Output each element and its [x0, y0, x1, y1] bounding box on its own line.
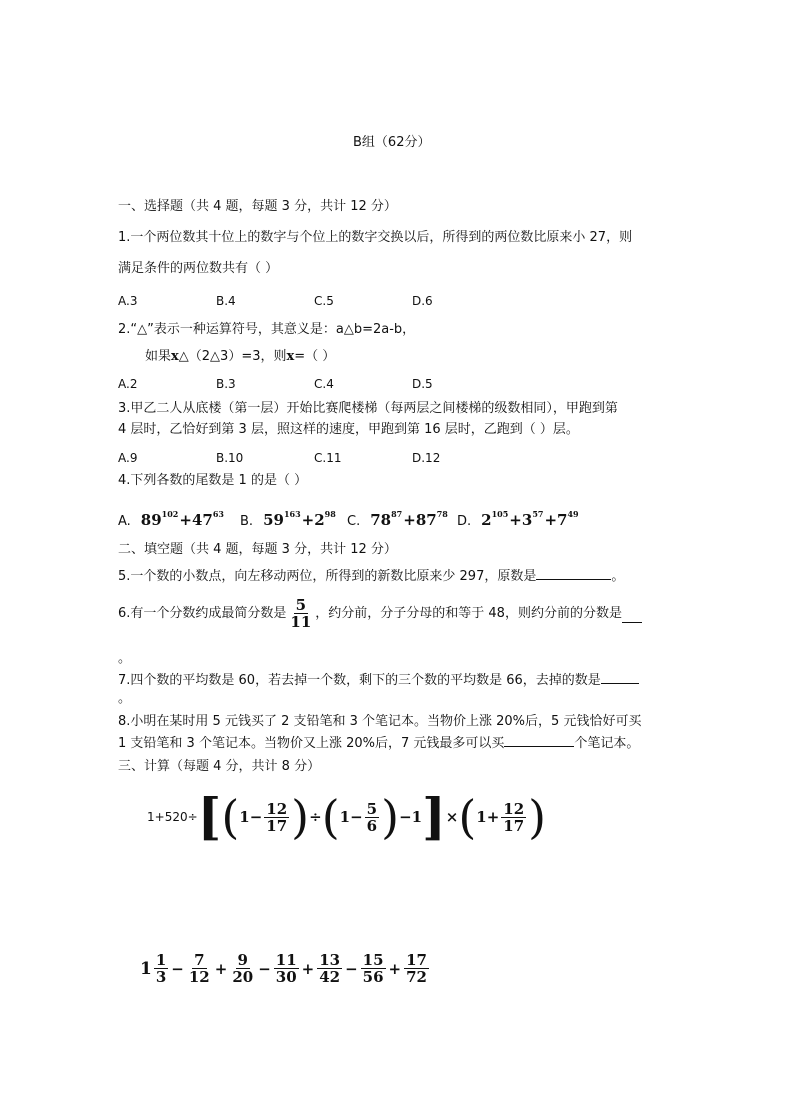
expr2-fraction [361, 952, 386, 985]
expr2-whole: 1 [140, 958, 152, 979]
q5-answer-blank[interactable] [536, 567, 611, 580]
q3-options [118, 450, 440, 466]
section2-header: 二、填空题（共 4 题，每题 3 分，共计 12 分） [118, 542, 397, 557]
q8-line2 [118, 734, 639, 753]
expr1-fraction-1 [264, 801, 289, 834]
q4c-exp1: 87 [391, 509, 403, 519]
expr2-fraction-num: 1 [155, 951, 167, 969]
q2-line2-post: =（ ） [294, 349, 336, 364]
q4-option-b-label: B. [240, 514, 254, 529]
q4c-op: + [403, 511, 416, 529]
q4a-base2: 47 [191, 511, 213, 529]
expr1-paren-close-3: ) [528, 790, 547, 844]
expr2-fraction-num: 13 [319, 951, 341, 969]
expr1-fraction-3 [501, 801, 526, 834]
q1-line2: 满足条件的两位数共有（ ） [118, 261, 279, 276]
expr2-fraction [154, 952, 168, 985]
q1-option-b[interactable]: B.4 [216, 294, 236, 308]
q4-option-d-label: D. [457, 514, 472, 529]
q2-option-b[interactable]: B.3 [216, 377, 236, 391]
q3-option-d[interactable]: D.12 [412, 451, 441, 465]
expr2-fraction-den: 20 [232, 968, 254, 986]
q4c-exp2: 78 [436, 509, 448, 519]
expr2-fraction-den: 56 [362, 968, 384, 986]
q2-options [118, 376, 433, 392]
q3-option-c[interactable]: C.11 [314, 451, 342, 465]
q6-answer-blank[interactable] [622, 610, 642, 623]
q4b-exp2: 98 [324, 509, 336, 519]
calc-expression-2 [140, 952, 431, 985]
q1-option-a[interactable]: A.3 [118, 294, 138, 308]
expr2-operator: − [171, 959, 184, 978]
q4d-exp1: 105 [491, 509, 509, 519]
expr1-times: × [445, 808, 459, 826]
q4a-exp2: 63 [212, 509, 224, 519]
expr1-f3-den: 17 [503, 816, 525, 835]
q2-line2 [145, 348, 335, 366]
expr1-one-3: 1 [476, 808, 487, 826]
expr2-fraction [187, 952, 212, 985]
q4-option-c[interactable] [347, 503, 457, 533]
expr1-plus: + [486, 808, 500, 826]
expr1-paren-close-2: ) [381, 790, 400, 844]
expr2-fraction [274, 952, 299, 985]
q2-var-x2: x [286, 349, 295, 364]
q4d-base2: 3 [521, 511, 533, 529]
q2-option-c[interactable]: C.4 [314, 377, 334, 391]
q4-line1: 4.下列各数的尾数是 1 的是（ ） [118, 473, 308, 488]
q4c-base1: 78 [370, 511, 392, 529]
q4b-base2: 2 [314, 511, 325, 529]
q4-option-d[interactable] [457, 503, 580, 533]
q2-line2-pre: 如果 [145, 349, 172, 364]
q2-option-d[interactable]: D.5 [412, 377, 433, 391]
section-title: B组（62分） [353, 135, 431, 150]
expr2-fraction-num: 11 [275, 951, 297, 969]
q4b-exp1: 163 [283, 509, 301, 519]
q7-text: 7.四个数的平均数是 60，若去掉一个数，剩下的三个数的平均数是 66，去掉的数是 [118, 673, 601, 688]
expr2-fraction-num: 9 [237, 951, 248, 969]
expr2-fraction [404, 952, 429, 985]
q6-pre: 6.有一个分数约成最简分数是 [118, 605, 287, 621]
expr1-minus-one: −1 [399, 808, 423, 826]
q4d-op1: + [509, 511, 522, 529]
expr1-minus-1: − [249, 808, 263, 826]
q6-line [118, 597, 642, 630]
q6-fraction [288, 597, 313, 630]
q4d-exp2: 57 [532, 509, 544, 519]
q4d-exp3: 49 [567, 509, 579, 519]
q3-option-b[interactable]: B.10 [216, 451, 244, 465]
q8-line2-post: 个笔记本。 [574, 736, 640, 751]
expr2-fraction-den: 30 [275, 968, 297, 986]
q4d-base3: 7 [557, 511, 568, 529]
expr1-fraction-2 [365, 801, 379, 834]
q4-option-b[interactable] [240, 503, 347, 533]
section1-header: 一、选择题（共 4 题，每题 3 分，共计 12 分） [118, 199, 397, 214]
q1-option-c[interactable]: C.5 [314, 294, 334, 308]
expr2-operator: − [345, 959, 358, 978]
q4-options [118, 503, 580, 533]
expr1-f3-num: 12 [503, 799, 525, 818]
expr1-f2-num: 5 [366, 799, 378, 818]
q2-var-x: x [171, 349, 179, 364]
expr2-fraction-num: 15 [362, 951, 384, 969]
calc-expression-1 [147, 787, 547, 846]
expr2-terms [152, 952, 431, 985]
expr1-right-bracket: ] [422, 787, 446, 846]
expr1-left-bracket: [ [197, 787, 222, 846]
q7-line [118, 671, 639, 690]
q6-fraction-num: 5 [295, 596, 307, 614]
q4b-base1: 59 [263, 511, 284, 529]
q6-end: 。 [118, 651, 132, 666]
expr2-operator: − [258, 959, 271, 978]
q4a-base1: 89 [140, 511, 162, 529]
q3-line1: 3.甲乙二人从底楼（第一层）开始比赛爬楼梯（每两层之间楼梯的级数相同），甲跑到第 [118, 401, 618, 416]
q7-answer-blank[interactable] [601, 671, 639, 684]
expr2-fraction-den: 72 [406, 968, 427, 986]
q5-line [118, 567, 624, 586]
expr1-minus-2: − [350, 808, 363, 826]
q1-options [118, 293, 433, 309]
q4d-base1: 2 [481, 511, 492, 529]
expr2-fraction-den: 12 [188, 968, 210, 986]
q2-line1: 2.“△”表示一种运算符号，其意义是：a△b=2a-b， [118, 322, 416, 337]
expr1-paren-open-3: ( [458, 790, 477, 844]
expr2-fraction-num: 7 [194, 951, 205, 969]
q6-fraction-den: 11 [290, 613, 312, 631]
q4a-op: + [179, 511, 192, 529]
expr2-fraction [317, 952, 342, 985]
q8-line2-pre: 1 支铅笔和 3 个笔记本。当物价又上涨 20%后，7 元钱最多可以买 [118, 736, 505, 751]
expr1-one-2: 1 [339, 808, 351, 826]
q4a-exp1: 102 [161, 509, 179, 519]
expr1-paren-close-1: ) [291, 790, 310, 844]
expr1-divide: ÷ [309, 808, 322, 826]
q3-option-a[interactable]: A.9 [118, 451, 138, 465]
expr2-fraction-den: 42 [319, 968, 341, 986]
q4d-op2: + [544, 511, 558, 529]
expr2-fraction-den: 3 [155, 968, 167, 986]
q2-line2-mid: △（2△3）=3，则 [178, 349, 287, 364]
q4-option-a[interactable] [118, 503, 240, 533]
q8-line1: 8.小明在某时用 5 元钱买了 2 支铅笔和 3 个笔记本。当物价上涨 20%后，5 元钱恰好可买 [118, 714, 642, 729]
expr1-f1-den: 17 [266, 816, 288, 835]
q4b-op: + [301, 511, 315, 529]
expr2-operator: + [214, 959, 228, 978]
q1-line1: 1.一个两位数其十位上的数字与个位上的数字交换以后，所得到的两位数比原来小 27，则 [118, 230, 633, 245]
expr2-operator: + [301, 959, 315, 978]
q4-option-c-label: C. [347, 514, 361, 529]
q3-line2: 4 层时，乙恰好到第 3 层，照这样的速度，甲跑到第 16 层时，乙跑到（ ）层。 [118, 422, 579, 437]
q7-end: 。 [118, 691, 132, 706]
expr1-f2-den: 6 [366, 816, 378, 835]
section3-header: 三、计算（每题 4 分，共计 8 分） [118, 759, 321, 774]
q5-text: 5.一个数的小数点，向左移动两位，所得到的新数比原来少 297，原数是 [118, 569, 537, 584]
expr1-one-1: 1 [239, 808, 250, 826]
expr1-f1-num: 12 [266, 799, 288, 818]
q8-answer-blank[interactable] [504, 734, 574, 747]
expr2-operator: + [388, 959, 402, 978]
q4c-base2: 87 [415, 511, 437, 529]
expr2-fraction [230, 952, 255, 985]
q2-option-a[interactable]: A.2 [118, 377, 138, 391]
q5-end: 。 [611, 569, 625, 584]
q1-option-d[interactable]: D.6 [412, 294, 433, 308]
q6-post: ，约分前，分子分母的和等于 48，则约分前的分数是 [315, 605, 622, 621]
expr2-fraction-num: 17 [406, 951, 427, 969]
expr1-lead: 1+520÷ [147, 810, 198, 824]
expr1-paren-open-1: ( [221, 790, 240, 844]
q4-option-a-label: A. [118, 514, 131, 529]
expr1-paren-open-2: ( [321, 790, 340, 844]
